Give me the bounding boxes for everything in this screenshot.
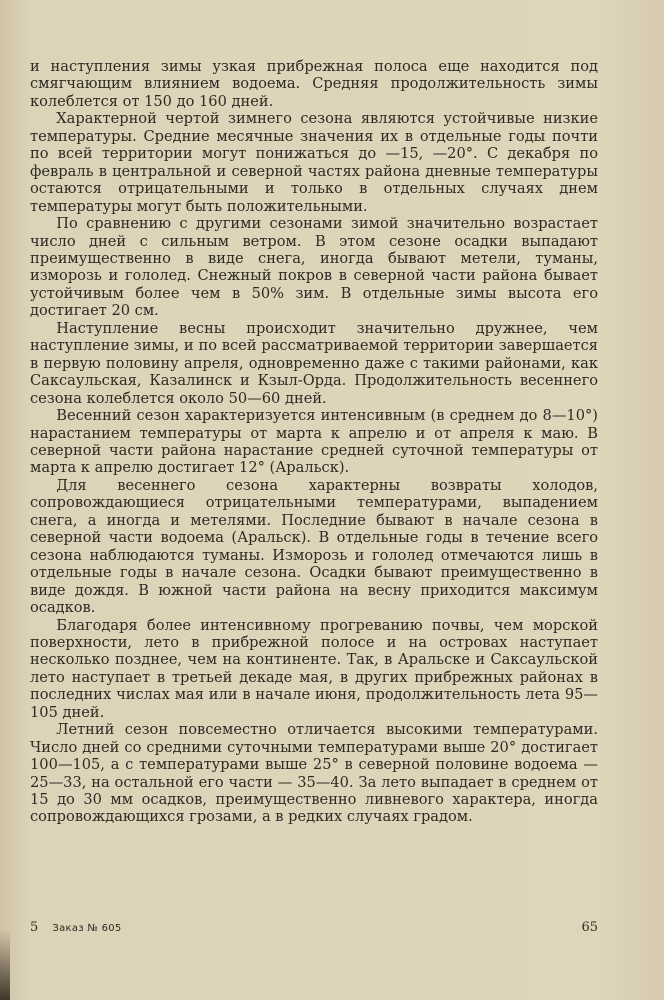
body-text xyxy=(30,58,598,826)
paragraph-8: Летний сезон повсеместно отличается высокими температурами. Число дней со средними суточными температурами выше 20° достигает 100—105, а с температурами выше 25° в северной половине водоема — 25—33, на остальной его части — 35—40. За лето выпадает в среднем от 15 до 30 мм осадков, преимущественно ливневого характера, иногда сопровождающихся грозами, а в редких случаях градом. xyxy=(30,721,598,826)
signature-mark: 5 xyxy=(30,920,39,935)
binding-shadow xyxy=(0,930,10,1000)
paragraph-6: Для весеннего сезона характерны возвраты холодов, сопровождающиеся отрицательными температурами, выпадением снега, а иногда и метелями. Последние бывают в начале сезона в северной части водоема (Аральск). В отдельные годы в течение всего сезона наблюдаются туманы. Изморозь и гололед отмечаются лишь в отдельные годы в начале сезона. Осадки бывают преимущественно в виде дождя. В южной части района на весну приходится максимум осадков. xyxy=(30,476,598,617)
paragraph-3: По сравнению с другими сезонами зимой значительно возрастает число дней с сильным ветром. В этом сезоне осадки выпадают преимущественно в виде снега, иногда бывают метели, туманы, изморозь и гололед. Снежный покров в северной части района бывает устойчивым более чем в 50% зим. В отдельные зимы высота его достигает 20 см. xyxy=(30,215,598,320)
paragraph-1: и наступления зимы узкая прибрежная полоса еще находится под смягчающим влиянием водоема. Средняя продолжительность зимы колеблется от 150 до 160 дней. xyxy=(30,58,598,110)
footer-left xyxy=(30,920,122,935)
order-label: Заказ № 605 xyxy=(52,923,122,934)
paragraph-5: Весенний сезон характеризуется интенсивным (в среднем до 8—10°) нарастанием температуры от марта к апрелю и от апреля к маю. В северной части района нарастание средней суточной температуры от марта к апрелю достигает 12° (Аральск). xyxy=(30,407,598,477)
paragraph-4: Наступление весны происходит значительно дружнее, чем наступление зимы, и по всей рассматриваемой территории завершается в первую половину апреля, одновременно даже с такими районами, как Саксаульская, Казалинск и Кзыл-Орда. Продолжительность весеннего сезона колеблется около 50—60 дней. xyxy=(30,319,598,407)
paragraph-7: Благодаря более интенсивному прогреванию почвы, чем морской поверхности, лето в прибрежной полосе и на островах наступает несколько позднее, чем на континенте. Так, в Аральске и Саксаульской лето наступает в третьей декаде мая, в других прибрежных районах в последних числах мая или в начале июня, продолжительность лета 95—105 дней. xyxy=(30,616,598,721)
page-number: 65 xyxy=(581,920,598,935)
paragraph-2: Характерной чертой зимнего сезона являются устойчивые низкие температуры. Средние месячные значения их в отдельные годы почти по всей территории могут понижаться до —15, —20°. С декабря по февраль в центральной и северной частях района дневные температуры остаются отрицательными и только в отдельных случаях днем температуры могут быть положительными. xyxy=(30,110,598,215)
